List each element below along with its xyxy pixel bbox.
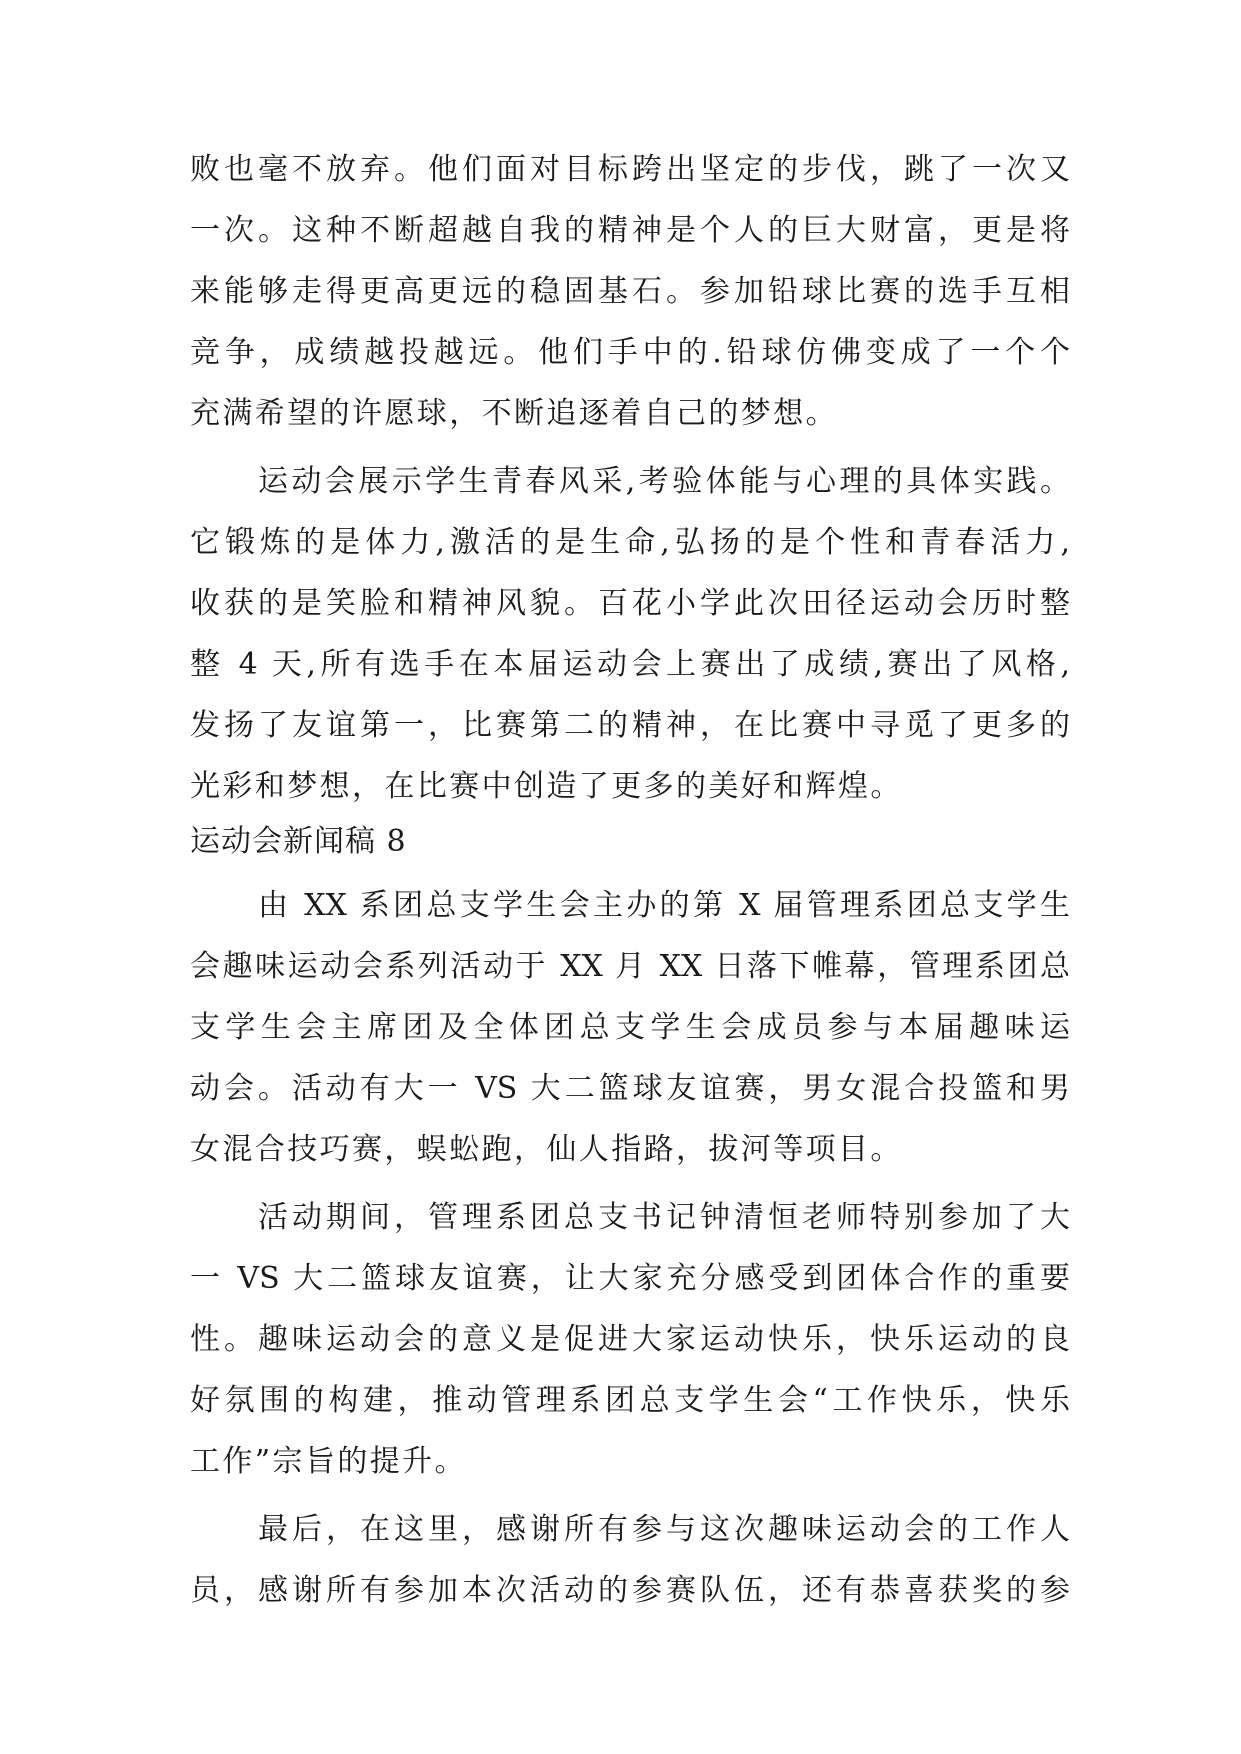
paragraph-line: 由 XX 系团总支学生会主办的第 X 届管理系团总支学生 (258, 888, 1070, 923)
paragraph-line: 好氛围的构建，推动管理系团总支学生会“工作快乐，快乐 (190, 1383, 1070, 1418)
paragraph-line: 运动会展示学生青春风采,考验体能与心理的具体实践。 (258, 464, 1070, 499)
paragraph-line: 支学生会主席团及全体团总支学生会成员参与本届趣味运 (190, 1010, 1070, 1045)
paragraph-line: 它锻炼的是体力,激活的是生命,弘扬的是个性和青春活力, (190, 525, 1070, 560)
paragraph-line: 败也毫不放弃。他们面对目标跨出坚定的步伐，跳了一次又 (190, 152, 1070, 187)
paragraph-line: 竞争，成绩越投越远。他们手中的.铅球仿佛变成了一个个 (190, 335, 1070, 370)
paragraph-line: 活动期间，管理系团总支书记钟清恒老师特别参加了大 (258, 1200, 1070, 1235)
paragraph-line: 收获的是笑脸和精神风貌。百花小学此次田径运动会历时整 (190, 586, 1070, 621)
paragraph-line: 来能够走得更高更远的稳固基石。参加铅球比赛的选手互相 (190, 274, 1070, 309)
paragraph-line: 员，感谢所有参加本次活动的参赛队伍，还有恭喜获奖的参 (190, 1573, 1070, 1608)
paragraph-line: 整 4 天,所有选手在本届运动会上赛出了成绩,赛出了风格, (190, 647, 1070, 682)
paragraph-line: 最后，在这里，感谢所有参与这次趣味运动会的工作人 (258, 1512, 1070, 1547)
section-heading: 运动会新闻稿 8 (190, 824, 407, 859)
paragraph-line: 一 VS 大二篮球友谊赛，让大家充分感受到团体合作的重要 (190, 1261, 1070, 1296)
paragraph-line: 性。趣味运动会的意义是促进大家运动快乐，快乐运动的良 (190, 1322, 1070, 1357)
paragraph-line: 女混合技巧赛，蜈蚣跑，仙人指路，拔河等项目。 (190, 1132, 903, 1167)
paragraph-line: 光彩和梦想，在比赛中创造了更多的美好和辉煌。 (190, 769, 903, 804)
paragraph-line: 充满希望的许愿球，不断追逐着自己的梦想。 (190, 396, 838, 431)
paragraph-line: 动会。活动有大一 VS 大二篮球友谊赛，男女混合投篮和男 (190, 1071, 1070, 1106)
paragraph-line: 一次。这种不断超越自我的精神是个人的巨大财富，更是将 (190, 213, 1070, 248)
paragraph-line: 发扬了友谊第一，比赛第二的精神，在比赛中寻觅了更多的 (190, 708, 1070, 743)
paragraph-line: 会趣味运动会系列活动于 XX 月 XX 日落下帷幕，管理系团总 (190, 949, 1070, 984)
paragraph-line: 工作”宗旨的提升。 (190, 1444, 467, 1479)
